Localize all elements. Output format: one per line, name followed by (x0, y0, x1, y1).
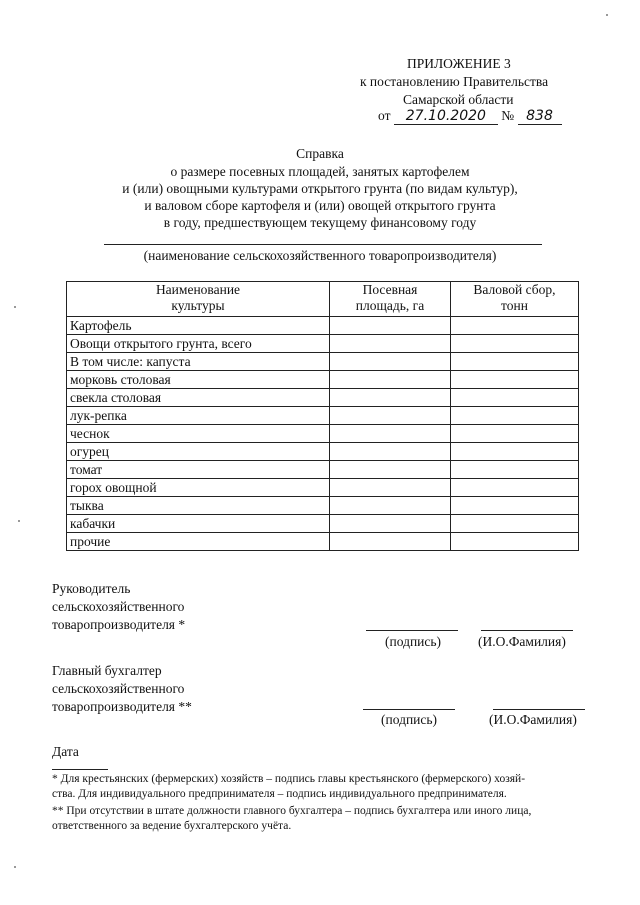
yield-cell (451, 389, 579, 407)
crops-table (66, 281, 579, 551)
yield-cell (451, 425, 579, 443)
date-number-line (378, 108, 562, 125)
crop-name-cell: тыква (67, 497, 330, 515)
area-cell (330, 443, 451, 461)
footnote-2: ** При отсутствии в штате должности главного бухгалтера – подпись бухгалтера или иного лица, ответственного за ведение бухгалтерского учёта. (52, 805, 532, 832)
accountant-signature-line (363, 709, 455, 710)
table-row (67, 533, 579, 551)
region-line: Самарской области (403, 92, 514, 107)
table-row (67, 407, 579, 425)
title-line-2: и (или) овощными культурами открытого грунта (по видам культур), (122, 181, 518, 196)
head-name-line (481, 630, 573, 631)
column-header-yield: Валовой сбор, тонн (451, 282, 579, 317)
area-cell (330, 533, 451, 551)
crop-name-cell: В том числе: капуста (67, 353, 330, 371)
accountant-name-line (493, 709, 585, 710)
crop-name-cell: томат (67, 461, 330, 479)
table-row (67, 461, 579, 479)
yield-cell (451, 371, 579, 389)
yield-cell (451, 515, 579, 533)
accountant-signature-label: Главный бухгалтер сельскохозяйственного товаропроизводителя ** (52, 663, 192, 714)
yield-cell (451, 479, 579, 497)
head-signature-label: Руководитель сельскохозяйственного товаропроизводителя * (52, 581, 186, 632)
crop-name-cell: Овощи открытого грунта, всего (67, 335, 330, 353)
scan-speck (14, 306, 16, 308)
title-line-1: о размере посевных площадей, занятых картофелем (170, 164, 470, 179)
head-name-caption: (И.О.Фамилия) (478, 634, 566, 649)
crop-name-cell: Картофель (67, 317, 330, 335)
document-title: Справка (296, 146, 344, 161)
table-row (67, 371, 579, 389)
handwritten-number: 838 (518, 108, 562, 125)
appendix-label: ПРИЛОЖЕНИЕ 3 (407, 56, 511, 71)
crop-name-cell: прочие (67, 533, 330, 551)
table-row (67, 515, 579, 533)
yield-cell (451, 533, 579, 551)
crop-name-cell: свекла столовая (67, 389, 330, 407)
title-line-3: и валовом сборе картофеля и (или) овощей открытого грунта (144, 198, 496, 213)
yield-cell (451, 497, 579, 515)
yield-cell (451, 461, 579, 479)
yield-cell (451, 443, 579, 461)
yield-cell (451, 353, 579, 371)
title-line-4: в году, предшествующем текущему финансовому году (163, 215, 477, 230)
handwritten-date: 27.10.2020 (394, 108, 498, 125)
date-label: Дата (52, 744, 79, 759)
area-cell (330, 353, 451, 371)
table-row (67, 389, 579, 407)
column-header-crop: Наименование культуры (67, 282, 330, 317)
area-cell (330, 461, 451, 479)
area-cell (330, 317, 451, 335)
table-row (67, 479, 579, 497)
crop-name-cell: огурец (67, 443, 330, 461)
accountant-sign-caption: (подпись) (381, 712, 438, 727)
footnote-separator (52, 769, 108, 770)
footnote-1: * Для крестьянских (фермерских) хозяйств – подпись главы крестьянского (фермерского) хозяй- ства. Для индивидуального предпринимателя – подпись индивидуального предпринимателя. (52, 773, 526, 800)
from-prefix: от (378, 108, 391, 123)
crop-name-cell: морковь столовая (67, 371, 330, 389)
accountant-name-caption: (И.О.Фамилия) (489, 712, 577, 727)
table-row (67, 425, 579, 443)
scan-speck (18, 520, 20, 522)
table-row (67, 317, 579, 335)
area-cell (330, 425, 451, 443)
table-header-row (67, 282, 579, 317)
area-cell (330, 335, 451, 353)
scan-speck (14, 866, 16, 868)
producer-caption: (наименование сельскохозяйственного товаропроизводителя) (143, 248, 497, 263)
area-cell (330, 515, 451, 533)
table-row (67, 335, 579, 353)
head-signature-line (366, 630, 458, 631)
resolution-line: к постановлению Правительства (360, 74, 549, 89)
area-cell (330, 479, 451, 497)
crop-name-cell: кабачки (67, 515, 330, 533)
yield-cell (451, 335, 579, 353)
crop-name-cell: лук-репка (67, 407, 330, 425)
crop-name-cell: горох овощной (67, 479, 330, 497)
head-sign-caption: (подпись) (385, 634, 442, 649)
number-prefix: № (501, 108, 515, 123)
table-row (67, 353, 579, 371)
table-row (67, 443, 579, 461)
yield-cell (451, 407, 579, 425)
area-cell (330, 371, 451, 389)
yield-cell (451, 317, 579, 335)
area-cell (330, 497, 451, 515)
area-cell (330, 389, 451, 407)
scan-speck (606, 14, 608, 16)
column-header-area: Посевная площадь, га (330, 282, 451, 317)
producer-name-line (104, 244, 542, 245)
table-row (67, 497, 579, 515)
area-cell (330, 407, 451, 425)
crop-name-cell: чеснок (67, 425, 330, 443)
